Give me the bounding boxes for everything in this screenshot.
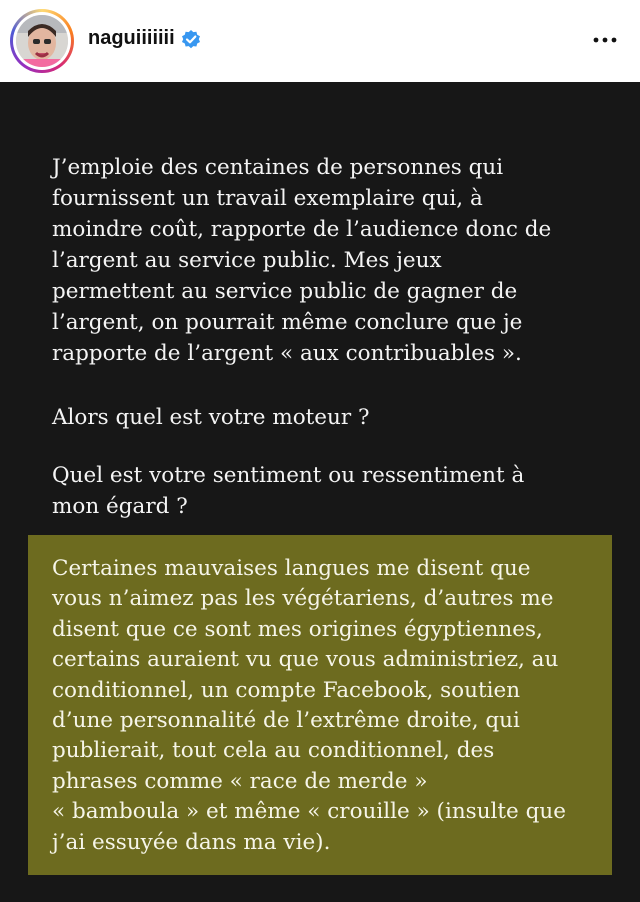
avatar-face-icon — [16, 15, 68, 67]
highlighted-paragraph: Certaines mauvaises langues me disent que vous n’aimez pas les végétariens, d’autres me disent que ce sont mes origines égyptiennes, certains auraient vu que vous administriez, au conditionnel, un compte Facebook, soutien d’une personnalité de l’extrême droite, qui publierait, tout cela au conditionnel, des phrases comme « race de merde » « bamboula » et même « crouille » (insulte que j’ai essuyée dans ma vie). — [52, 556, 566, 855]
more-options-icon[interactable] — [590, 30, 620, 50]
username[interactable]: naguiiiiiii — [88, 27, 175, 49]
avatar-border — [13, 12, 71, 70]
text-paragraph-employment: J’emploie des centaines de personnes qui fournissent un travail exemplaire qui, à moindre coût, rapporte de l’audience donc de l’argent au service public. Mes jeux permettent au service public de gagner de l’argent, on pourrait même conclure que je rapporte de l’argent « aux contribuables ». — [52, 155, 552, 366]
post-header — [0, 0, 640, 82]
verified-badge-icon — [180, 29, 202, 51]
avatar[interactable] — [16, 15, 68, 67]
story-ring[interactable] — [10, 9, 74, 73]
text-paragraph-motive: Alors quel est votre moteur ? — [52, 405, 370, 430]
text-paragraph-feeling: Quel est votre sentiment ou ressentiment à mon égard ? — [52, 463, 525, 519]
